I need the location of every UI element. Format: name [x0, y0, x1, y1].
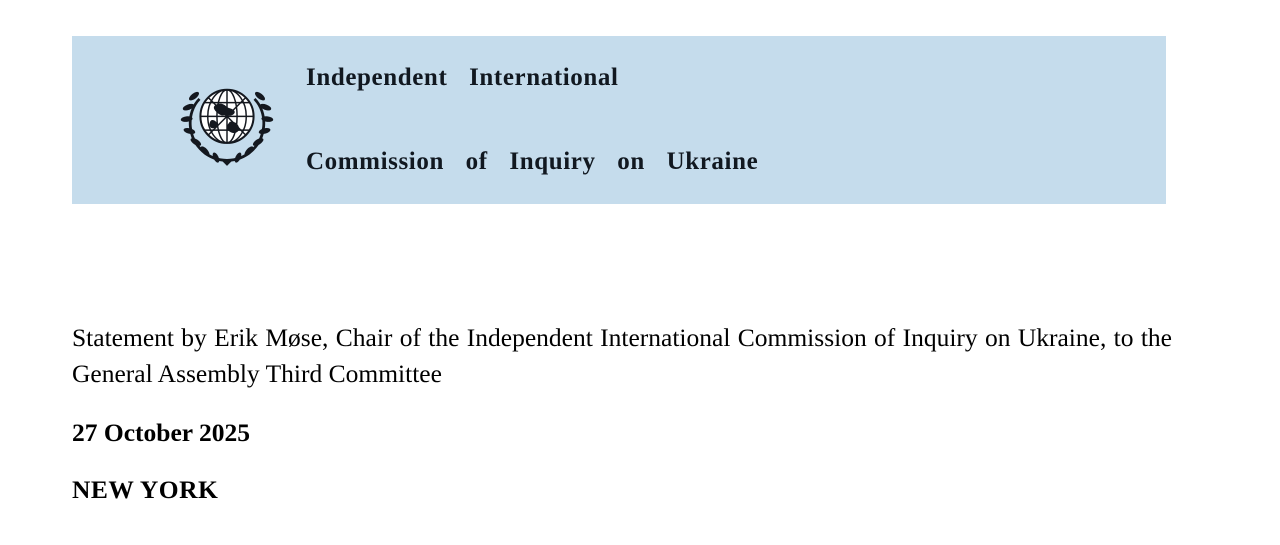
statement-title: Statement by Erik Møse, Chair of the Independent International Commission of Inquiry on Ukraine, to the General Assembly Third Committee [72, 323, 1172, 389]
statement-location: NEW YORK [72, 475, 219, 504]
un-emblem-icon [172, 65, 282, 175]
header-banner [72, 36, 1166, 204]
organization-title [306, 8, 758, 232]
statement-date: 27 October 2025 [72, 418, 251, 448]
document-body [72, 320, 1172, 506]
organization-title-line-2: Commission of Inquiry on Ukraine [306, 148, 759, 175]
organization-title-line-1: Independent International [306, 64, 619, 91]
